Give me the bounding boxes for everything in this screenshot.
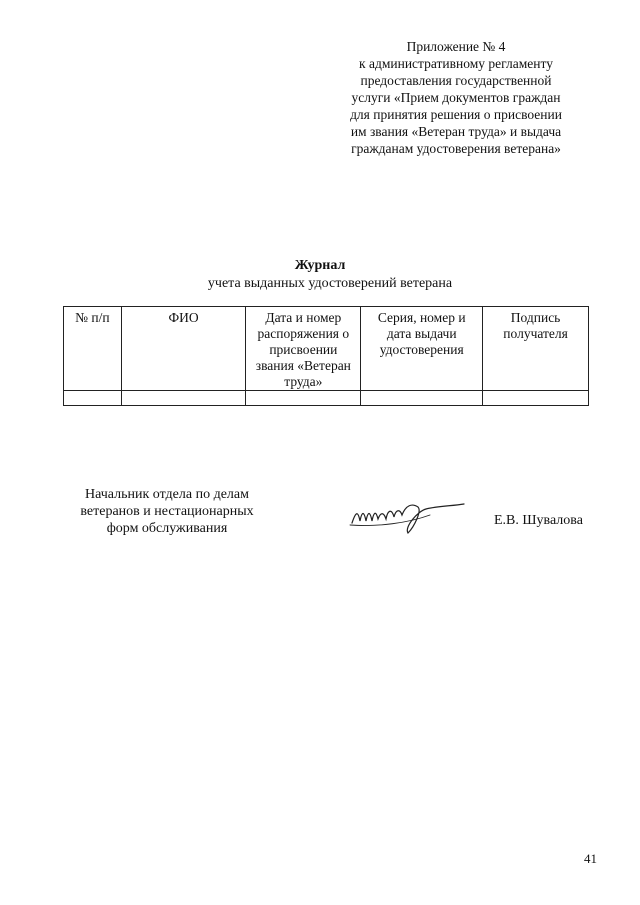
appendix-line: Приложение № 4 (406, 39, 506, 54)
signer-position-line: ветеранов и нестационарных (80, 504, 254, 519)
journal-title: Журнал (294, 258, 346, 273)
signer-name: Е.В. Шувалова (494, 513, 583, 528)
appendix-header (330, 38, 582, 157)
appendix-line: услуги «Прием документов граждан (351, 90, 561, 105)
table-header-row (64, 307, 589, 391)
column-header-certificate: Серия, номер и дата выдачи удостоверения (361, 307, 483, 391)
appendix-line: им звания «Ветеран труда» и выдача (350, 124, 562, 139)
table-row (64, 391, 589, 406)
handwritten-signature (348, 497, 468, 537)
column-header-order: Дата и номер распоряжения о присвоении звания «Ветеран труда» (246, 307, 361, 391)
table-cell (64, 391, 122, 406)
journal-subtitle: учета выданных удостоверений ветерана (207, 276, 453, 291)
page-number: 41 (584, 851, 597, 866)
column-header-name: ФИО (121, 307, 246, 391)
table-cell (246, 391, 361, 406)
signer-position-line: Начальник отдела по делам (85, 487, 249, 502)
appendix-line: гражданам удостоверения ветерана» (351, 141, 561, 156)
journal-table (63, 306, 589, 406)
table-cell (483, 391, 589, 406)
appendix-line: предоставления государственной (360, 73, 552, 88)
signer-position (62, 486, 272, 537)
column-header-signature: Подпись получателя (483, 307, 589, 391)
signer-position-line: форм обслуживания (106, 521, 228, 536)
table-cell (121, 391, 246, 406)
column-header-number: № п/п (64, 307, 122, 391)
table-cell (361, 391, 483, 406)
appendix-line: к административному регламенту (359, 56, 553, 71)
appendix-line: для принятия решения о присвоении (350, 107, 562, 122)
